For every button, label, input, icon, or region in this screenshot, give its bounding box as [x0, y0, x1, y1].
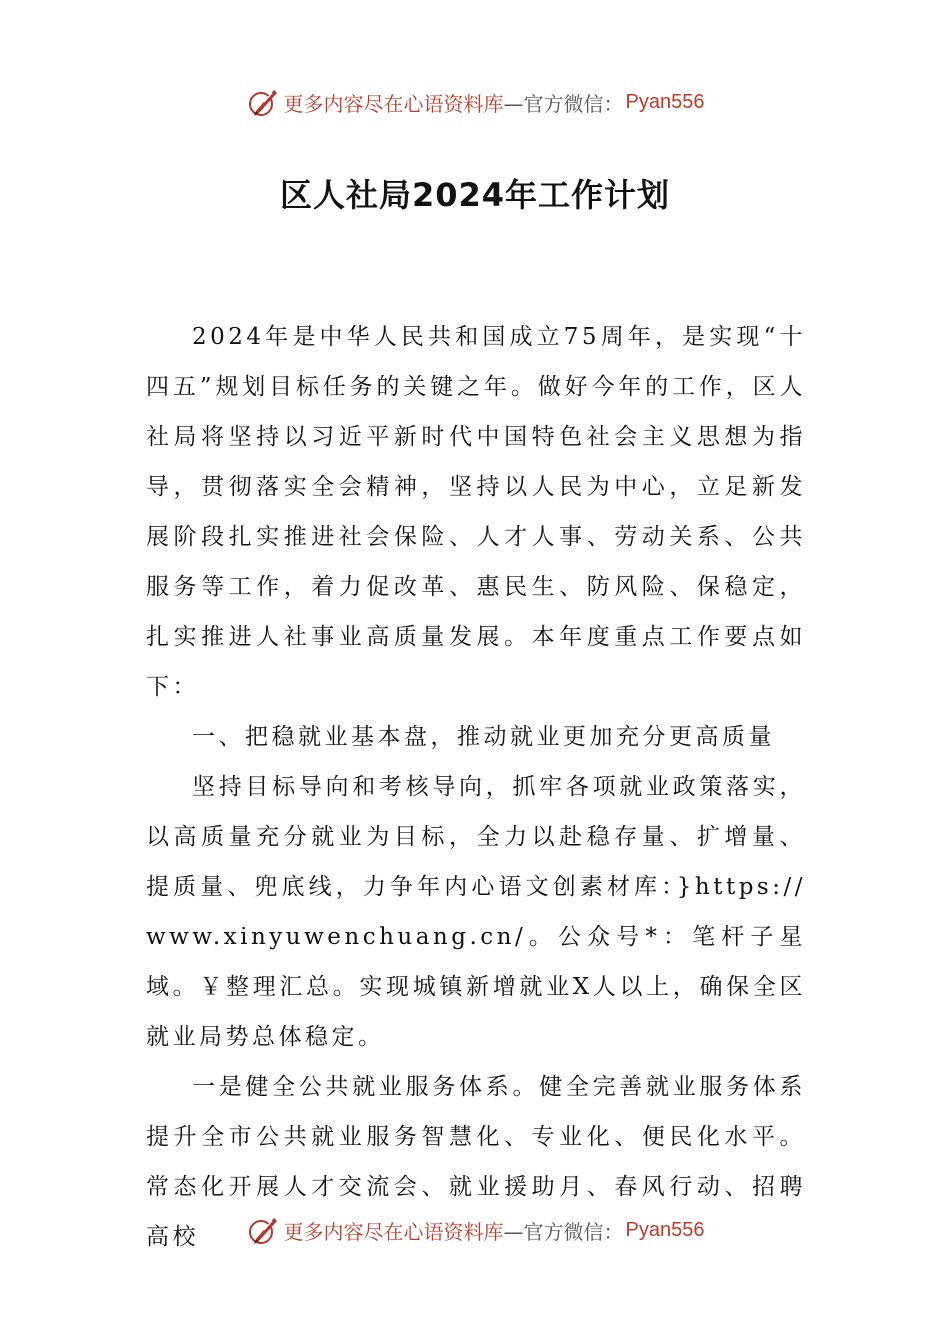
section-heading: 一、把稳就业基本盘，推动就业更加充分更高质量: [192, 724, 775, 750]
banner-wechat-id: Pyan556: [625, 90, 705, 113]
document-body: [146, 312, 806, 1262]
banner-main-text: 更多内容尽在心语资料库: [283, 91, 504, 116]
subsection-paragraph: 一是健全公共就业服务体系。健全完善就业服务体系提升全市公共就业服务智慧化、专业化、便民化水平。常态化开展人才交流会、就业援助月、春风行动、招聘高校: [146, 1074, 806, 1250]
quill-pen-logo-icon: [246, 85, 280, 119]
quill-pen-logo-icon: [246, 1213, 280, 1247]
header-watermark-banner: [0, 80, 950, 124]
section-paragraph: 坚持目标导向和考核导向，抓牢各项就业政策落实，以高质量充分就业为目标，全力以赴稳存量、扩增量、提质量、兜底线，力争年内心语文创素材库：}https://www.xinyuwenchuang.cn/。公众号*：笔杆子星域。￥整理汇总。实现城镇新增就业X人以上，确保全区就业局势总体稳定。: [146, 774, 806, 1050]
banner-sub-text: —官方微信：: [503, 91, 624, 116]
footer-watermark-banner: [0, 1208, 950, 1252]
document-title: 区人社局2024年工作计划: [279, 176, 671, 214]
banner-main-text: 更多内容尽在心语资料库: [283, 1219, 504, 1244]
banner-wechat-id: Pyan556: [625, 1218, 705, 1241]
banner-sub-text: —官方微信：: [503, 1219, 624, 1244]
intro-paragraph: 2024年是中华人民共和国成立75周年，是实现“十四五”规划目标任务的关键之年。做好今年的工作，区人社局将坚持以习近平新时代中国特色社会主义思想为指导，贯彻落实全会精神，坚持以人民为中心，立足新发展阶段扎实推进社会保险、人才人事、劳动关系、公共服务等工作，着力促改革、惠民生、防风险、保稳定，扎实推进人社事业高质量发展。本年度重点工作要点如下：: [146, 324, 806, 700]
